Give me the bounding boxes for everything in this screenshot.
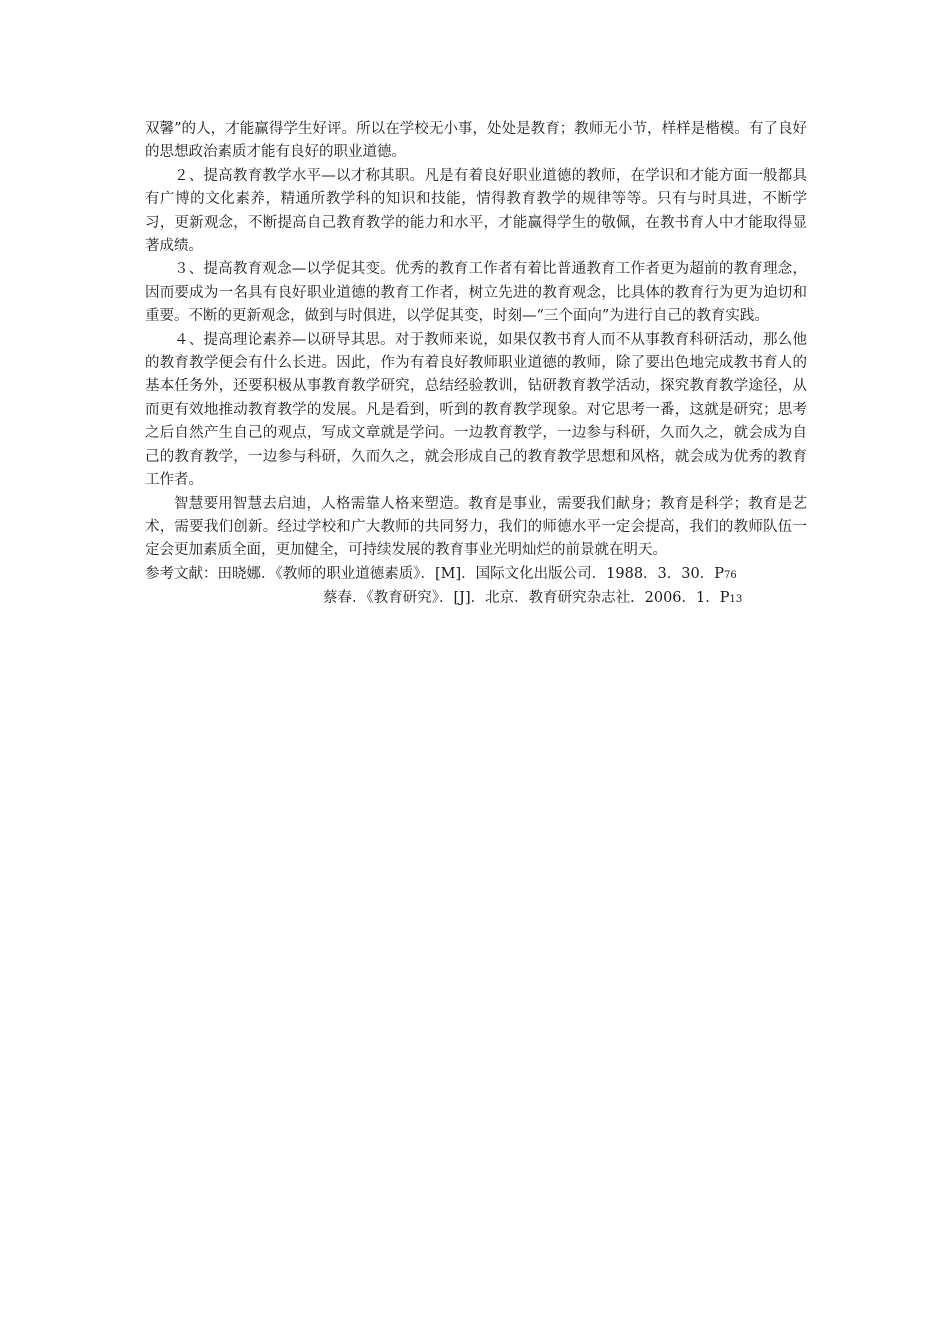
paragraph-teaching-level: ２、提高教育教学水平—以才称其职。凡是有着良好职业道德的教师，在学识和才能方面一般都具有广博的文化素养，精通所教学科的知识和技能，情得教育教学的规律等等。只有与时具进，不断学习，更新观念，不断提高自己教育教学的能力和水平，才能赢得学生的敬佩，在教书育人中才能取得显著成绩。 <box>145 167 807 255</box>
reference-1-page: 76 <box>724 569 737 581</box>
reference-2 <box>145 587 807 611</box>
paragraph-education-concept: ３、提高教育观念—以学促其变。优秀的教育工作者有着比普通教育工作者更为超前的教育理念，因而要成为一名具有良好职业道德的教育工作者，树立先进的教育观念，比具体的教育行为更为迫切和重要。不断的更新观念，做到与时俱进，以学促其变，时刻—“三个面向”为进行自己的教育实践。 <box>145 261 807 325</box>
reference-2-text: 蔡春．《教育研究》．[J]．北京．教育研究杂志社．2006．1．P <box>323 590 730 607</box>
reference-1 <box>145 563 807 587</box>
paragraph-conclusion: 智慧要用智慧去启迪，人格需靠人格来塑造。教育是事业，需要我们献身；教育是科学；教育是艺术，需要我们创新。经过学校和广大教师的共同努力，我们的师德水平一定会提高，我们的教师队伍一定会更加素质全面，更加健全，可持续发展的教育事业光明灿烂的前景就在明天。 <box>145 495 807 559</box>
paragraph-theory-literacy: ４、提高理论素养—以研导其思。对于教师来说，如果仅教书育人而不从事教育科研活动，那么他的教育教学便会有什么长进。因此，作为有着良好教师职业道德的教师，除了要出色地完成教书育人的基本任务外，还要积极从事教育教学研究，总结经验教训，钻研教育教学活动，探究教育教学途径，从而更有效地推动教育教学的发展。凡是看到，听到的教育教学现象。对它思考一番，这就是研究；思考之后自然产生自己的观点，写成文章就是学问。一边教育教学，一边参与科研，久而久之，就会成为自己的教育教学，一边参与科研，久而久之，就会形成自己的教育教学思想和风格，就会成为优秀的教育工作者。 <box>145 331 807 489</box>
paragraph-continuation: 双馨”的人，才能赢得学生好评。所以在学校无小事，处处是教育；教师无小节，样样是楷模。有了良好的思想政治素质才能有良好的职业道德。 <box>145 121 807 161</box>
reference-2-page: 13 <box>729 594 743 606</box>
reference-1-text: 参考文献：田晓娜．《教师的职业道德素质》．[M]．国际文化出版公司．1988．3．30．P <box>145 565 724 582</box>
body-text <box>145 118 807 612</box>
references <box>145 563 807 612</box>
